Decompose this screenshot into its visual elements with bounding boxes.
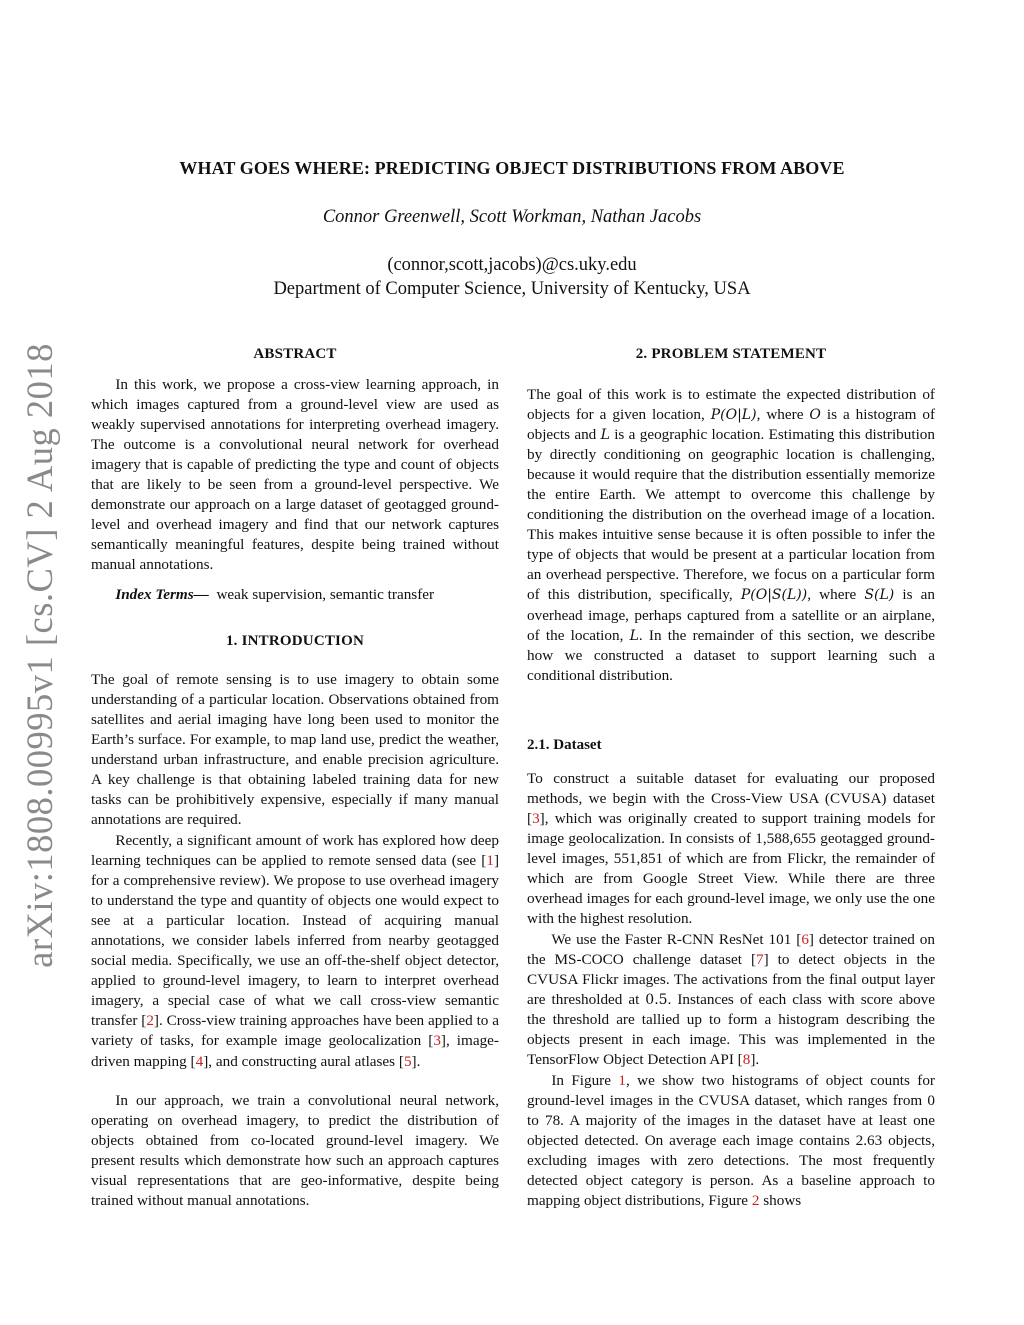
dataset-paragraph-2: We use the Faster R-CNN ResNet 101 [6] detector trained on the MS-COCO challenge dataset [7] to detect objects in the CVUSA Flickr images. The activations from the final output layer are thresholded at 0.5. Instances of each class with score above the threshold are tallied up to form a histogram describing the objects present in each image. This was implemented in the TensorFlow Object Detection API [8]. xyxy=(527,931,936,1069)
math-expression: L xyxy=(629,627,639,644)
math-expression: 0.5 xyxy=(645,992,668,1009)
paper-authors: Connor Greenwell, Scott Workman, Nathan Jacobs xyxy=(322,207,702,227)
citation-link[interactable]: 6 xyxy=(801,931,809,948)
math-expression: P(O|S(L)) xyxy=(740,587,808,604)
citation-link[interactable]: 7 xyxy=(756,951,764,969)
math-expression: P(O|L) xyxy=(710,407,757,424)
arxiv-stamp xyxy=(18,342,60,968)
problem-heading: 2. PROBLEM STATEMENT xyxy=(635,346,827,362)
citation-link[interactable]: 2 xyxy=(146,1012,154,1030)
citation-link[interactable]: 5 xyxy=(403,1052,412,1070)
index-terms-label: Index Terms— xyxy=(115,586,209,603)
math-expression: O xyxy=(809,407,821,424)
math-expression: S(L) xyxy=(864,587,895,604)
figure-link[interactable]: 1 xyxy=(618,1072,626,1089)
index-terms-text: weak supervision, semantic transfer xyxy=(216,586,435,603)
dataset-paragraph-3: In Figure 1, we show two histograms of object counts for ground-level images in the CVUSA dataset, which ranges from 0 to 78. A majority of the images in the dataset have at least one objected detected. On average each image contains 2.63 objects, excluding images with zero detections. The most frequently detected object category is person. As a baseline approach to mapping object distributions, Figure 2 shows xyxy=(527,1072,935,1210)
abstract-heading: ABSTRACT xyxy=(253,346,337,362)
intro-paragraph-1: The goal of remote sensing is to use imagery to obtain some understanding of a particular location. Observations obtained from satellites and aerial imaging have long been used to monitor the Earth’s surface. For example, to map land use, predict the weather, understand urban infrastructure, and enable precision agriculture. A key challenge is that obtaining labeled training data for new tasks can be prohibitively expensive, especially if many manual annotations are required. xyxy=(91,671,499,829)
intro-paragraph-3: In our approach, we train a convolutional neural network, operating on overhead imagery, to predict the distribution of objects obtained from co-located ground-level imagery. We present results which demonstrate how such an approach captures visual representations that are geo-informative, despite being trained without manual annotations. xyxy=(91,1092,499,1210)
problem-paragraph: The goal of this work is to estimate the expected distribution of objects for a given location, P(O|L), where O is a histogram of objects and L is a geographic location. Estimating this distribution by directly conditioning on geographic location is challenging, because it would require that the distribution essentially memorize the entire Earth. We attempt to overcome this challenge by conditioning the distribution on the overhead image of a location. This makes intuitive sense because it is often possible to infer the type of objects that would be present at a particular location from an overhead perspective. Therefore, we focus on a particular form of this distribution, specifically, P(O|S(L)), where S(L) is an overhead image, perhaps captured from a satellite or an airplane, of the location, L. In the remainder of this section, we describe how we constructed a dataset to support learning such a conditional distribution. xyxy=(527,386,935,684)
arxiv-id: arXiv:1808.00995v1 [cs.CV] 2 Aug 2018 xyxy=(18,342,60,968)
citation-link[interactable]: 8 xyxy=(742,1051,751,1069)
citation-link[interactable]: 4 xyxy=(195,1052,204,1070)
intro-heading: 1. INTRODUCTION xyxy=(225,633,364,649)
paper-title: WHAT GOES WHERE: PREDICTING OBJECT DISTRIBUTIONS FROM ABOVE xyxy=(179,158,845,178)
figure-link[interactable]: 2 xyxy=(751,1192,760,1210)
math-expression: L xyxy=(600,427,610,444)
dataset-heading: 2.1. Dataset xyxy=(527,737,602,753)
intro-paragraph-2: Recently, a significant amount of work has explored how deep learning techniques can be applied to remote sensed data (see [1] for a comprehensive review). We propose to use overhead imagery to understand the type and quantity of objects one would expect to see at a particular location. Instead of acquiring manual annotations, we consider labels inferred from nearby geotagged social media. Specifically, we use an off-the-shelf object detector, applied to ground-level imagery, to learn to interpret overhead imagery, a special case of what we call cross-view semantic transfer [2]. Cross-view training approaches have been applied to a variety of tasks, for example image geolocalization [3], image-driven mapping [4], and constructing aural atlases [5]. xyxy=(91,832,499,1070)
abstract-text: In this work, we propose a cross-view learning approach, in which images captured from a ground-level view are used as weakly supervised annotations for interpreting overhead imagery. The outcome is a convolutional neural network for overhead imagery that is capable of predicting the type and count of objects that are likely to be seen from a ground-level perspective. We demonstrate our approach on a large dataset of geotagged ground-level and overhead imagery and find that our network captures semantically meaningful features, despite being trained without manual annotations. xyxy=(91,376,499,574)
author-affiliation: Department of Computer Science, University of Kentucky, USA xyxy=(273,279,751,299)
citation-link[interactable]: 3 xyxy=(433,1032,441,1050)
dataset-paragraph-1: To construct a suitable dataset for evaluating our proposed methods, we begin with the Cross-View USA (CVUSA) dataset [3], which was originally created to support training models for image geolocalization. In consists of 1,588,655 geotagged ground-level images, 551,851 of which are from Flickr, the remainder of which are from Google Street View. While there are three overhead images for each ground-level image, we only use the one with the highest resolution. xyxy=(527,770,935,928)
citation-link[interactable]: 1 xyxy=(486,852,494,870)
citation-link[interactable]: 3 xyxy=(532,810,540,828)
index-terms xyxy=(91,585,499,605)
author-email: (connor,scott,jacobs)@cs.uky.edu xyxy=(387,255,637,275)
